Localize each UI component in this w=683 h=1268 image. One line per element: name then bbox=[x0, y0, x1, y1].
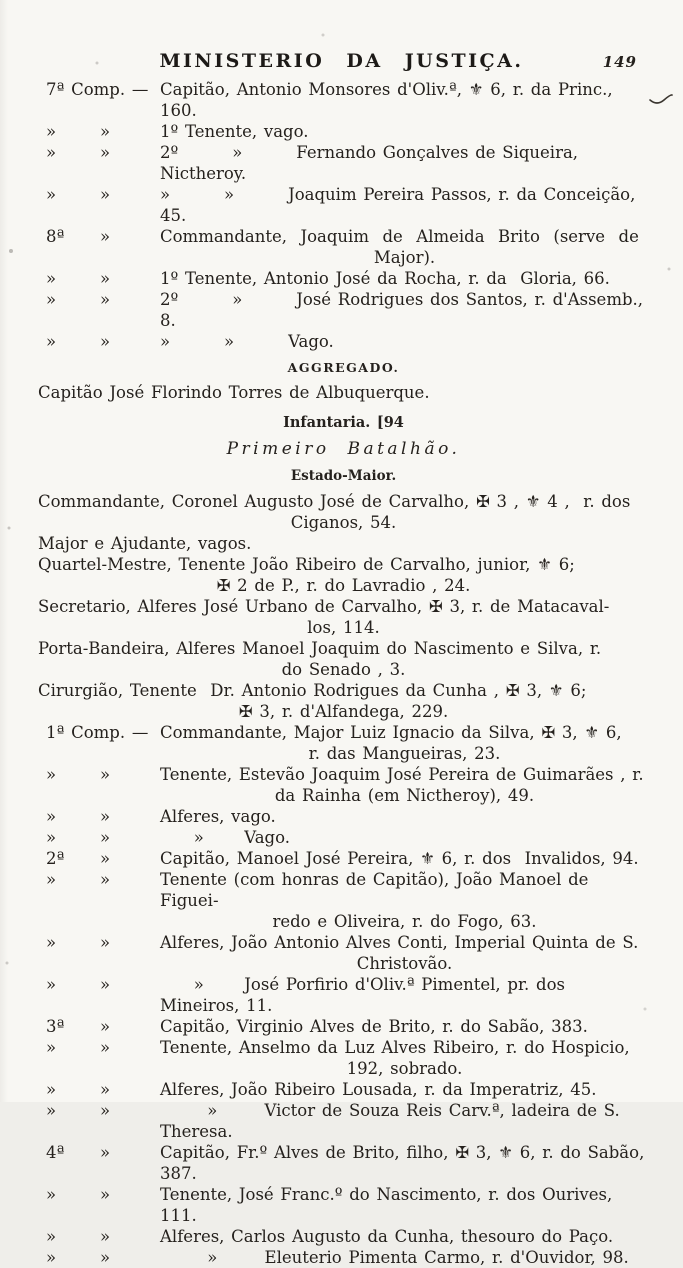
ditto-mark: » bbox=[46, 1227, 57, 1246]
company-number: 3ª bbox=[46, 1017, 65, 1036]
section-heading: Primeiro Batalhão. bbox=[226, 439, 461, 459]
document-line bbox=[38, 121, 649, 142]
ditto-mark: » bbox=[100, 1248, 111, 1267]
ditto-mark: » bbox=[100, 870, 111, 889]
ditto-mark: » bbox=[100, 227, 111, 246]
entry-body bbox=[160, 764, 649, 806]
ditto-mark: » bbox=[100, 1101, 111, 1120]
entry-body bbox=[160, 184, 649, 226]
entry-continuation: Ciganos, 54. bbox=[290, 513, 397, 532]
document-line bbox=[38, 806, 649, 827]
ditto-mark: » bbox=[100, 828, 111, 847]
entry-continuation: do Senado , 3. bbox=[281, 660, 406, 679]
entry-body bbox=[160, 848, 649, 869]
entry-gutter bbox=[38, 764, 160, 806]
entry-body bbox=[160, 1184, 649, 1226]
entry-body bbox=[160, 226, 649, 268]
page-title: MINISTERIO DA JUSTIÇA. bbox=[159, 50, 524, 72]
entry-body bbox=[160, 142, 649, 184]
entry-text: Tenente, Estevão Joaquim José Pereira de Guimarães , r. bbox=[160, 765, 644, 784]
entry-continuation: ✠ 3, r. d'Alfandega, 229. bbox=[238, 702, 449, 721]
entry-text: Commandante, Coronel Augusto José de Carvalho, ✠ 3 , ⚜ 4 , r. dos bbox=[38, 492, 631, 511]
document-line bbox=[38, 1142, 652, 1184]
ditto-mark: » bbox=[46, 332, 57, 351]
entry-text: » José Porfirio d'Oliv.ª Pimentel, pr. dos Mineiros, 11. bbox=[160, 975, 572, 1015]
entry-gutter bbox=[38, 184, 160, 226]
ditto-mark: » bbox=[46, 828, 57, 847]
ditto-mark: » bbox=[46, 1185, 57, 1204]
ditto-mark: » bbox=[100, 1185, 111, 1204]
entry-gutter bbox=[38, 806, 160, 827]
document-line bbox=[38, 1247, 649, 1268]
document-line bbox=[38, 932, 649, 974]
ditto-mark: » bbox=[100, 975, 111, 994]
entry-gutter bbox=[38, 79, 160, 121]
document-line bbox=[38, 974, 649, 1016]
entry-body bbox=[160, 121, 649, 142]
entry-gutter bbox=[38, 827, 160, 848]
entry-body bbox=[160, 331, 649, 352]
document-line bbox=[38, 1100, 649, 1142]
entry-body bbox=[160, 1079, 649, 1100]
entry-gutter bbox=[38, 268, 160, 289]
entry-text: Alferes, João Ribeiro Lousada, r. da Imperatriz, 45. bbox=[160, 1080, 597, 1099]
entry-text: 1º Tenente, vago. bbox=[160, 122, 309, 141]
entry-text: 2º » José Rodrigues dos Santos, r. d'Assemb., 8. bbox=[160, 290, 650, 330]
entry-text: Quartel-Mestre, Tenente João Ribeiro de Carvalho, junior, ⚜ 6; bbox=[38, 555, 575, 574]
entry-body bbox=[160, 869, 649, 932]
entry-text: Alferes, Carlos Augusto da Cunha, thesouro do Paço. bbox=[160, 1227, 614, 1246]
entry-continuation: r. das Mangueiras, 23. bbox=[308, 744, 501, 763]
entry-gutter bbox=[38, 1100, 160, 1142]
section-heading: Estado-Maior. bbox=[290, 468, 397, 484]
entry-gutter bbox=[38, 932, 160, 974]
entry-continuation: da Rainha (em Nictheroy), 49. bbox=[274, 786, 535, 805]
ditto-mark: » bbox=[100, 1080, 111, 1099]
company-number: 4ª bbox=[46, 1143, 65, 1162]
entry-text: » » Vago. bbox=[160, 332, 334, 351]
page-number: 149 bbox=[602, 53, 637, 71]
entry-text: Commandante, Joaquim de Almeida Brito (serve de bbox=[160, 227, 639, 246]
entry-text: 2º » Fernando Gonçalves de Siqueira, Nictheroy. bbox=[160, 143, 585, 183]
entry-body bbox=[160, 974, 649, 1016]
ditto-mark: » bbox=[46, 1101, 57, 1120]
document-line bbox=[38, 533, 649, 554]
document-line bbox=[38, 1016, 649, 1037]
entry-text: » Eleuterio Pimenta Carmo, r. d'Ouvidor, 98. bbox=[160, 1248, 629, 1267]
entry-text: Tenente, Anselmo da Luz Alves Ribeiro, r. do Hospicio, bbox=[160, 1038, 630, 1057]
document-line bbox=[38, 142, 649, 184]
ditto-mark: » bbox=[46, 1038, 57, 1057]
document-line bbox=[38, 289, 649, 331]
ditto-mark: » bbox=[46, 765, 57, 784]
entry-body bbox=[160, 1037, 649, 1079]
entry-gutter bbox=[38, 974, 160, 1016]
entry-continuation: 192, sobrado. bbox=[346, 1059, 463, 1078]
ditto-mark: » bbox=[100, 849, 111, 868]
entry-gutter bbox=[38, 1016, 160, 1037]
entry-body bbox=[160, 289, 649, 331]
entry-text: » Victor de Souza Reis Carv.ª, ladeira de S. Theresa. bbox=[160, 1101, 627, 1141]
page-header bbox=[0, 0, 683, 72]
entry-body bbox=[160, 827, 649, 848]
entry-gutter bbox=[38, 1079, 160, 1100]
entry-continuation: Christovão. bbox=[356, 954, 453, 973]
entry-text: Cirurgião, Tenente Dr. Antonio Rodrigues da Cunha , ✠ 3, ⚜ 6; bbox=[38, 681, 587, 700]
entry-body bbox=[160, 1226, 649, 1247]
entry-text: » Vago. bbox=[160, 828, 290, 847]
entry-gutter bbox=[38, 1142, 160, 1184]
entry-text: Commandante, Major Luiz Ignacio da Silva, ✠ 3, ⚜ 6, bbox=[160, 723, 622, 742]
entry-text: Capitão José Florindo Torres de Albuquerque. bbox=[38, 383, 430, 402]
document-line bbox=[38, 268, 649, 289]
document-line bbox=[38, 382, 649, 403]
entry-gutter bbox=[38, 722, 160, 764]
entry-continuation: Major). bbox=[373, 248, 436, 267]
entry-gutter bbox=[38, 1184, 160, 1226]
ditto-mark: » bbox=[100, 1143, 111, 1162]
entry-body bbox=[160, 79, 649, 121]
entry-text: Tenente (com honras de Capitão), João Manoel de Figuei- bbox=[160, 870, 596, 910]
entry-body bbox=[160, 1247, 649, 1268]
ditto-mark: » bbox=[46, 269, 57, 288]
document-line bbox=[38, 226, 649, 268]
document-line bbox=[38, 596, 649, 638]
entry-text: Alferes, João Antonio Alves Conti, Imperial Quinta de S. bbox=[160, 933, 639, 952]
entry-text: Alferes, vago. bbox=[160, 807, 276, 826]
document-line bbox=[38, 1079, 649, 1100]
ditto-mark: » bbox=[46, 933, 57, 952]
document-line bbox=[38, 1037, 649, 1079]
entry-gutter bbox=[38, 1247, 160, 1268]
document-line bbox=[38, 491, 649, 533]
ditto-mark: » bbox=[100, 1038, 111, 1057]
entry-text: Capitão, Virginio Alves de Brito, r. do Sabão, 383. bbox=[160, 1017, 588, 1036]
entry-body bbox=[160, 1142, 652, 1184]
entry-body bbox=[160, 806, 649, 827]
document-line bbox=[38, 722, 649, 764]
entry-gutter bbox=[38, 226, 160, 268]
ditto-mark: » bbox=[46, 807, 57, 826]
entry-text: Capitão, Antonio Monsores d'Oliv.ª, ⚜ 6, r. da Princ., 160. bbox=[160, 80, 620, 120]
ditto-mark: » bbox=[46, 185, 57, 204]
ditto-mark: » bbox=[100, 143, 111, 162]
ditto-mark: » bbox=[100, 269, 111, 288]
entry-gutter bbox=[38, 869, 160, 932]
ditto-mark: » bbox=[46, 870, 57, 889]
entry-gutter bbox=[38, 331, 160, 352]
entry-gutter bbox=[38, 848, 160, 869]
ditto-mark: » bbox=[46, 1248, 57, 1267]
entry-gutter bbox=[38, 121, 160, 142]
entry-gutter bbox=[38, 142, 160, 184]
ditto-mark: » bbox=[46, 143, 57, 162]
document-line bbox=[38, 680, 649, 722]
ditto-mark: » bbox=[100, 185, 111, 204]
document-line bbox=[38, 79, 649, 121]
entry-text: Secretario, Alferes José Urbano de Carvalho, ✠ 3, r. de Matacaval- bbox=[38, 597, 610, 616]
document-line bbox=[38, 331, 649, 352]
document-line bbox=[38, 848, 649, 869]
ditto-mark: » bbox=[100, 765, 111, 784]
company-number: 8ª bbox=[46, 227, 65, 246]
entry-body bbox=[160, 1016, 649, 1037]
entry-text: Capitão, Fr.º Alves de Brito, filho, ✠ 3, ⚜ 6, r. do Sabão, 387. bbox=[160, 1143, 652, 1183]
document-line bbox=[38, 827, 649, 848]
ditto-mark: » bbox=[46, 122, 57, 141]
entry-body bbox=[160, 268, 649, 289]
ditto-mark: » bbox=[100, 933, 111, 952]
ditto-mark: » bbox=[100, 290, 111, 309]
document-line bbox=[38, 764, 649, 806]
document-body bbox=[38, 79, 652, 1268]
ditto-mark: » bbox=[100, 122, 111, 141]
document-line bbox=[38, 1184, 649, 1226]
entry-text: Porta-Bandeira, Alferes Manoel Joaquim do Nascimento e Silva, r. bbox=[38, 639, 602, 658]
ditto-mark: » bbox=[46, 975, 57, 994]
ditto-mark: » bbox=[100, 1227, 111, 1246]
company-label: 7ª Comp. — bbox=[46, 80, 149, 99]
entry-text: Capitão, Manoel José Pereira, ⚜ 6, r. dos Invalidos, 94. bbox=[160, 849, 639, 868]
entry-gutter bbox=[38, 1037, 160, 1079]
ditto-mark: » bbox=[46, 290, 57, 309]
entry-text: Tenente, José Franc.º do Nascimento, r. dos Ourives, 111. bbox=[160, 1185, 619, 1225]
ditto-mark: » bbox=[46, 1080, 57, 1099]
entry-body bbox=[160, 1100, 649, 1142]
entry-continuation: ✠ 2 de P., r. do Lavradio , 24. bbox=[216, 576, 471, 595]
entry-body bbox=[160, 932, 649, 974]
company-number: 2ª bbox=[46, 849, 65, 868]
section-heading: AGGREGADO. bbox=[287, 360, 400, 375]
pen-mark-icon bbox=[649, 92, 673, 111]
entry-gutter bbox=[38, 289, 160, 331]
entry-body bbox=[160, 722, 649, 764]
entry-gutter bbox=[38, 1226, 160, 1247]
entry-continuation: redo e Oliveira, r. do Fogo, 63. bbox=[272, 912, 537, 931]
document-line bbox=[38, 869, 649, 932]
entry-text: » » Joaquim Pereira Passos, r. da Conceição, 45. bbox=[160, 185, 643, 225]
document-line bbox=[38, 1226, 649, 1247]
entry-text: Major e Ajudante, vagos. bbox=[38, 534, 252, 553]
ditto-mark: » bbox=[100, 1017, 111, 1036]
ditto-mark: » bbox=[100, 807, 111, 826]
ditto-mark: » bbox=[100, 332, 111, 351]
entry-text: 1º Tenente, Antonio José da Rocha, r. da Gloria, 66. bbox=[160, 269, 610, 288]
document-line bbox=[38, 554, 649, 596]
document-line bbox=[38, 638, 649, 680]
company-label: 1ª Comp. — bbox=[46, 723, 149, 742]
entry-continuation: los, 114. bbox=[307, 618, 380, 637]
section-heading: Infantaria. [94 bbox=[283, 414, 404, 431]
document-line bbox=[38, 184, 649, 226]
